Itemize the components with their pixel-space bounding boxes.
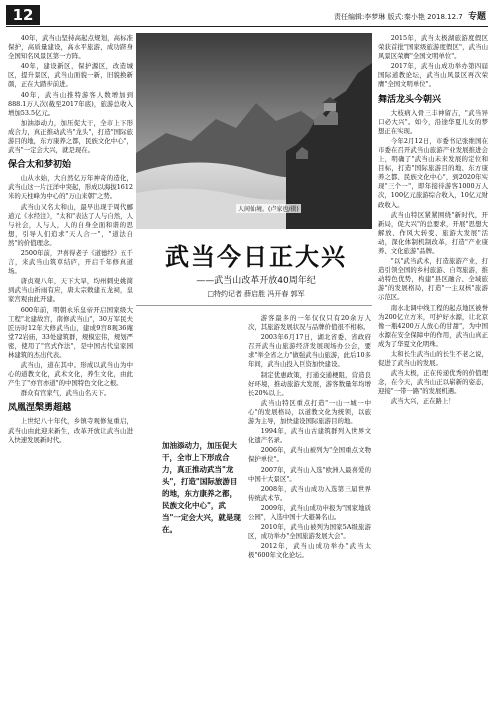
paragraph: 今年2月12日，市委书记张维国在市委在召开武当山旅游产业发展推进会上，明确了"武当山未来发展的定位和目标，打造"国际旅游目的地、东方康养之都、民族文化中心"，到2020年实现"三个一"，即年接待游客1000万人次，100亿元旅游综合收入，10亿元财政收入。 [378, 136, 488, 209]
paragraph: 2009年，武当山成功申报为"国家地质公园"，入选中国十大避暑名山。 [248, 503, 371, 521]
paragraph: 大枝病入骨三丰神留吉，"武当异口必大兴"。如今，沿途华夏儿女的梦想正在实现。 [378, 108, 488, 135]
section-heading: 凤凰涅槃勇超越 [8, 403, 72, 414]
divider [136, 305, 372, 306]
article-title: 武当今日正大兴 [165, 242, 347, 271]
paragraph: 1994年，武当山古建筑群列入世界文化遗产名录。 [248, 427, 371, 445]
paragraph: 2012年，武当山成功举办"武当太极"600年文化论坛。 [248, 542, 371, 560]
paragraph: 2017年，武当山成功举办第四届国际道教论坛，武当山风景区再次荣膺"全国文明单位"。 [378, 62, 488, 89]
paragraph: 40年，武当山坚持高起点规划，高标准保护，高质量建设，高水平旅游，成功跻身全国知名风景区第一方阵。 [8, 34, 133, 61]
paragraph: 2007年，武当山入选"欧洲人最喜爱的中国十大景区"。 [248, 465, 371, 483]
article-headline-block [140, 243, 372, 299]
column-1 [8, 34, 133, 698]
paragraph: 武当太极，正在传递优秀的价值理念，在今天，武当山正以崭新的姿态，迎接"一带一路"的发展机遇。 [378, 369, 488, 396]
column-3 [378, 34, 488, 698]
header-rule [6, 26, 488, 27]
paragraph: 加油添动力，加压促大干，全市上下形成合力，真正推动武当"龙头"，打造"国际旅游目的地，东方康养之都，民族文化中心"，武当"一定会大兴，就是现在。 [8, 118, 133, 155]
mountain-photo [136, 33, 372, 229]
pull-quote: 加油添动力，加压促大干，全市上下形成合力，真正推动武当"龙头"，打造"国际旅游目的地，东方康养之都，民族文化中心"，武当"一定会大兴，就是现在。 [162, 441, 241, 534]
paragraph: 2500年前，尹喜得老子《道德经》五千言，来武当山筑草结庐，开启千年修真道场。 [8, 248, 133, 276]
paragraph: 2015年，武当太极湖旅游度假区荣获首批"国家级旅游度假区"，武当山风景区荣膺"全国文明单位"。 [378, 34, 488, 61]
editor-credits [334, 9, 486, 22]
paragraph: 武当山又名太和山，最早出现于周代郦道元《水经注》，"太和"表达了人与自然，人与社会，人与人，人的自身全面和谐的思想，引导人们追求"天人合一"，"道法自然"的价值理念。 [8, 202, 133, 247]
paragraph: 太和长生武当山的长生不老之说，促进了武当山的发展。 [378, 350, 488, 368]
section-label: 专题 [467, 12, 486, 22]
article-subtitle: ——武当山改革开放40周年纪 [196, 276, 316, 286]
page-number: 12 [6, 5, 40, 25]
paragraph: "以"武当武术，打造旅游产业，打造引领全国的乡村旅游、自驾旅游，推动特色优势，构建"县区融合、全域旅游"的发展格局，打造"一主双核"旅游示范区。 [378, 257, 488, 302]
paragraph: 40年，建设新区，保护源区，改造城区，提升景区，武当山面貌一新，旧貌换新颜，正在大踏步前进。 [8, 62, 133, 89]
paragraph: 上世纪八十年代，乡镇寺观修复重启，武当山由此迎来新生，改革开放让武当山进入快速发展新时代。 [8, 417, 133, 444]
section-heading: 舞活龙头今朝兴 [378, 94, 442, 105]
paragraph: 武当山特区紧紧围绕"新时代，开新局，促大兴"的总要求，开展"思想大解放、作风大转变、旅游大发展"活动，深化体制机制改革，打造"产业康养、文化旅游"品牌。 [378, 210, 488, 255]
paragraph: 2010年，武当山被列为国家5A级旅游区，成功举办"全国旅游发展大会"。 [248, 523, 371, 541]
paragraph: 唐贞观八年，天下大旱，均州刺史姚简到武当山祈雨有应，唐太宗敕建五龙祠，皇家宫观由此开建。 [8, 277, 133, 304]
editor-meta: 责任编辑:李梦琳 版式:秦小艳 2018.12.7 [333, 13, 463, 21]
paragraph: 2003年6月17日，湖北省委、省政府召开武当山旅游经济发展现场办公会，要求"举全省之力"做强武当山旅游，此后10多年间，武当山投入巨资加快建设。 [248, 333, 371, 369]
paragraph: 武当山，道在其中。形成以武当山为中心的道教文化，武术文化，养生文化，由此产生了"亦官亦道"的中国特色文化之根。 [8, 361, 133, 388]
paragraph: 山从水始，大自然亿万年神奇的造化，武当山这一片汪洋中突起，形成以海拔1612米的天柱峰为中心的"万山来朝"之势。 [8, 174, 133, 201]
paragraph: 南水北调中线工程的起点地区被誉为200亿立方米，可护好水源，让北京像一瓶4200万人放心的甘甜"，为中国水源在安全保障中的作用，武当山真正成为了华夏文化明珠。 [378, 303, 488, 348]
paragraph: 群众有官家气，武当山名天下。 [20, 389, 111, 398]
article-byline: □特约记者 薛启胜 冯开春 郭军 [207, 290, 305, 298]
paragraph: 游客最多的一年仅仅只有20余万人次，其旅游发展状况与品牌价值很不相称。 [248, 314, 371, 332]
photo-caption: 人间仙境。(卢家也/摄) [238, 206, 299, 213]
paragraph: 600年前，明朝永乐皇帝开启国家级大工程"北建故宫，南修武当山"，30万军民夫匠历时12年大修武当山，建成9宫8观36庵堂72岩庙，33处建筑群，规模宏伟，规划严密，使用了"官式作法"，是中国古代皇家园林建筑的杰出代表。 [8, 305, 133, 359]
paragraph: 40年，武当山推特游客人数增加到888.1万人次(截至2017年底)，旅游总收入增加53.5亿元。 [8, 90, 133, 117]
paragraph: 2008年，武当山成功入选第三届世界传统武术节。 [248, 484, 371, 502]
paragraph: 制定优惠政策，打通交通梗阻，营造良好环境，推动旅游大发展，游客数量年均增长20%以上。 [248, 370, 371, 397]
section-heading: 保合太和梦初始 [8, 160, 72, 171]
column-2 [248, 314, 371, 698]
mountain-landscape-image [136, 33, 372, 229]
paragraph: 2006年，武当山被列为"全国重点文物保护单位"。 [248, 446, 371, 464]
paragraph: 武当山特区重点打造"一山一城一中心"的发展格局，以道教文化为统领，以旅游为主导，加快建设国际旅游目的地。 [248, 398, 371, 426]
paragraph: 武当大兴，正在路上！ [390, 397, 455, 406]
page-header [0, 0, 494, 26]
